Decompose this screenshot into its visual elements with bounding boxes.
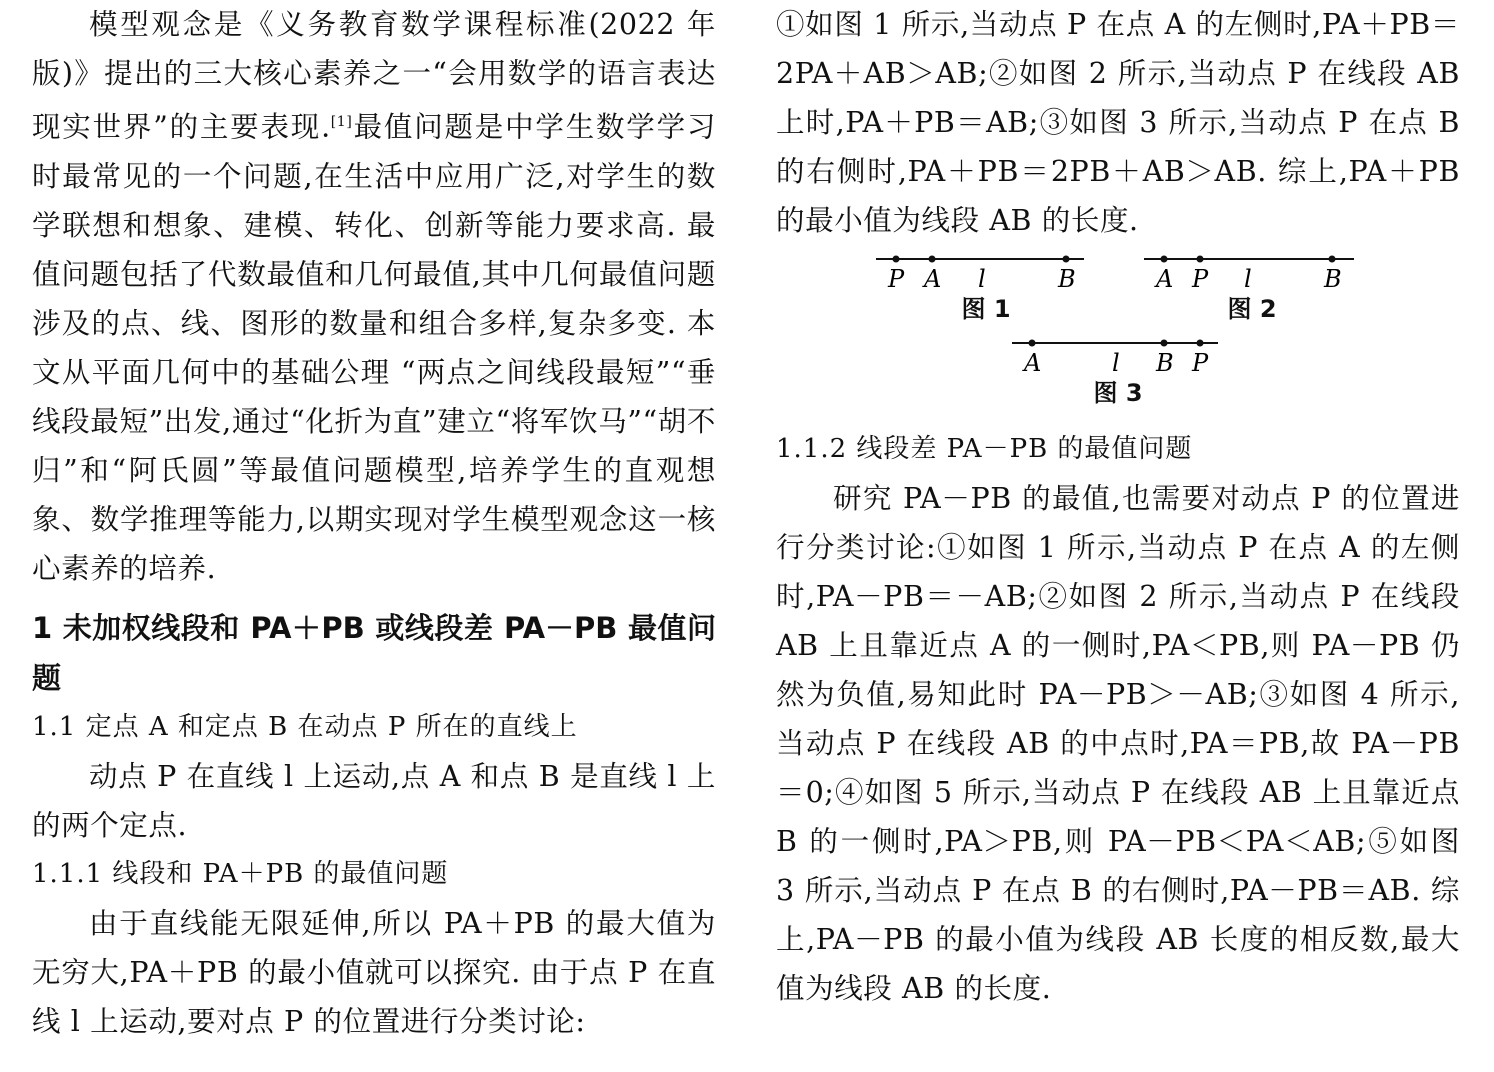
figure-1-label-A: A: [924, 265, 942, 293]
figure-3-caption: 图 3: [1093, 379, 1143, 407]
right-column: [776, 0, 1460, 1013]
figure-1-point-P: [893, 256, 900, 263]
paragraph-1-1-2: 研究 PA－PB 的最值,也需要对动点 P 的位置进行分类讨论:①如图 1 所示,当动点 P 在点 A 的左侧时,PA－PB＝－AB;②如图 2 所示,当动点 P 在线段 AB 上且靠近点 A 的一侧时,PA＜PB,则 PA－PB 仍然为负值,易知此时 PA－PB＞－AB;③如图 4 所示,当动点 P 在线段 AB 的中点时,PA＝PB,故 PA－PB＝0;④如图 5 所示,当动点 P 在线段 AB 上且靠近点 B 的一侧时,PA＞PB,则 PA－PB＜PA＜AB;⑤如图 3 所示,当动点 P 在点 B 的右侧时,PA－PB＝AB. 综上,PA－PB 的最小值为线段 AB 长度的相反数,最大值为线段 AB 的长度.: [776, 482, 1460, 1005]
figure-2-label-A: A: [1156, 265, 1174, 293]
citation-1: [1]: [330, 114, 353, 130]
figure-1-label-P: P: [888, 265, 905, 293]
figure-2-label-P: P: [1192, 265, 1209, 293]
figure-1-caption: 图 1: [961, 295, 1011, 323]
intro-paragraph: [32, 0, 716, 593]
figure-3-point-A: [1029, 340, 1036, 347]
figure-3-label-A: A: [1024, 349, 1042, 377]
intro-text: 模型观念是《义务教育数学课程标准(2022 年版)》提出的三大核心素养之一“会用数学的语言表达现实世界”的主要表现.: [32, 8, 716, 144]
figure-1-label-l: l: [978, 265, 986, 293]
left-column: [32, 0, 716, 1046]
figure-2-point-A: [1161, 256, 1168, 263]
figure-3-label-B: B: [1156, 349, 1174, 377]
figure-2-point-B: [1329, 256, 1336, 263]
figure-2-label-B: B: [1324, 265, 1342, 293]
figures-block: [776, 245, 1460, 425]
paragraph-1-1-1: 由于直线能无限延伸,所以 PA＋PB 的最大值为无穷大,PA＋PB 的最小值就可以探究. 由于点 P 在直线 l 上运动,要对点 P 的位置进行分类讨论:: [32, 906, 716, 1038]
subsubsection-heading-1-1-2: 1.1.2 线段差 PA－PB 的最值问题: [776, 434, 1193, 464]
figure-1-point-A: [929, 256, 936, 263]
figure-1-point-B: [1063, 256, 1070, 263]
figure-2-label-l: l: [1244, 265, 1252, 293]
figure-1-label-B: B: [1058, 265, 1076, 293]
figure-3-point-P: [1197, 340, 1204, 347]
section-heading-1: 1 未加权线段和 PA＋PB 或线段差 PA－PB 最值问题: [32, 610, 716, 695]
figure-2-caption: 图 2: [1227, 295, 1277, 323]
figure-2-point-P: [1197, 256, 1204, 263]
figure-3-label-l: l: [1112, 349, 1120, 377]
subsubsection-heading-1-1-1: 1.1.1 线段和 PA＋PB 的最值问题: [32, 858, 449, 889]
cases-paragraph: ①如图 1 所示,当动点 P 在点 A 的左侧时,PA＋PB＝2PA＋AB＞AB;②如图 2 所示,当动点 P 在线段 AB 上时,PA＋PB＝AB;③如图 3 所示,当动点 P 在点 B 的右侧时,PA＋PB＝2PB＋AB＞AB. 综上,PA＋PB 的最小值为线段 AB 的长度.: [776, 8, 1460, 237]
figure-3-point-B: [1161, 340, 1168, 347]
paragraph-1-1: 动点 P 在直线 l 上运动,点 A 和点 B 是直线 l 上的两个定点.: [32, 759, 716, 842]
figure-3-label-P: P: [1192, 349, 1209, 377]
subsection-heading-1-1: 1.1 定点 A 和定点 B 在动点 P 所在的直线上: [32, 711, 578, 742]
intro-text-2: 最值问题是中学生数学学习时最常见的一个问题,在生活中应用广泛,对学生的数学联想和想象、建模、转化、创新等能力要求高. 最值问题包括了代数最值和几何最值,其中几何最值问题涉及的点、线、图形的数量和组合多样,复杂多变. 本文从平面几何中的基础公理 “两点之间线段最短”“垂线段最短”出发,通过“化折为直”建立“将军饮马”“胡不归”和“阿氏圆”等最值问题模型,培养学生的直观想象、数学推理等能力,以期实现对学生模型观念这一核心素养的培养.: [32, 110, 717, 585]
